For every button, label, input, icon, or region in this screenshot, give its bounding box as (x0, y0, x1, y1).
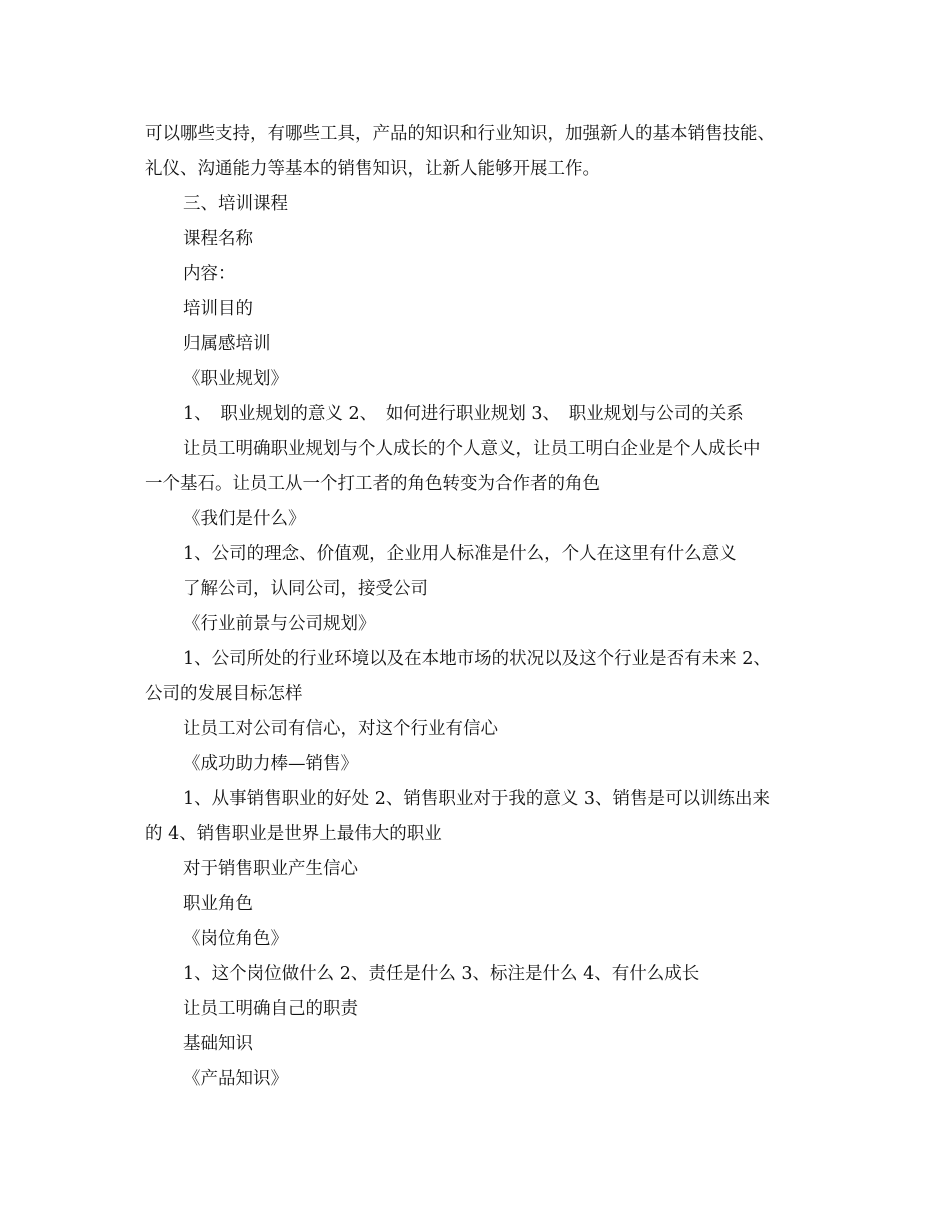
text-line: 1、这个岗位做什么 2、责任是什么 3、标注是什么 4、有什么成长 (183, 964, 700, 984)
text-line: 让员工明确职业规划与个人成长的个人意义，让员工明白企业是个人成长中 (183, 439, 761, 459)
text-line: 《成功助力棒—销售》 (183, 754, 358, 774)
text-line: 1、公司所处的行业环境以及在本地市场的状况以及这个行业是否有未来 2、 (183, 649, 771, 669)
text-line: 《我们是什么》 (183, 509, 306, 529)
text-line: 三、培训课程 (183, 194, 288, 214)
text-line: 培训目的 (183, 299, 253, 319)
text-line: 公司的发展目标怎样 (145, 684, 303, 704)
text-line: 1、公司的理念、价值观，企业用人标准是什么，个人在这里有什么意义 (183, 544, 737, 564)
document-body (145, 117, 815, 1097)
text-line: 课程名称 (183, 229, 253, 249)
text-line: 一个基石。让员工从一个打工者的角色转变为合作者的角色 (145, 474, 600, 494)
text-line: 归属感培训 (183, 334, 271, 354)
text-line: 内容： (183, 264, 236, 284)
text-line: 对于销售职业产生信心 (183, 859, 358, 879)
text-line: 了解公司，认同公司，接受公司 (183, 579, 428, 599)
text-line: 1、从事销售职业的好处 2、销售职业对于我的意义 3、销售是可以训练出来 (183, 789, 771, 809)
text-line: 《产品知识》 (183, 1069, 288, 1089)
text-line: 让员工对公司有信心，对这个行业有信心 (183, 719, 498, 739)
text-line: 可以哪些支持，有哪些工具，产品的知识和行业知识，加强新人的基本销售技能、 (145, 124, 775, 144)
text-line: 让员工明确自己的职责 (183, 999, 358, 1019)
text-line: 礼仪、沟通能力等基本的销售知识，让新人能够开展工作。 (145, 159, 600, 179)
text-line: 《职业规划》 (183, 369, 288, 389)
text-line: 职业角色 (183, 894, 253, 914)
text-line: 《行业前景与公司规划》 (183, 614, 376, 634)
text-line: 《岗位角色》 (183, 929, 288, 949)
text-line: 基础知识 (183, 1034, 253, 1054)
text-line: 的 4、销售职业是世界上最伟大的职业 (145, 824, 442, 844)
text-line: 1、 职业规划的意义 2、 如何进行职业规划 3、 职业规划与公司的关系 (183, 404, 744, 424)
